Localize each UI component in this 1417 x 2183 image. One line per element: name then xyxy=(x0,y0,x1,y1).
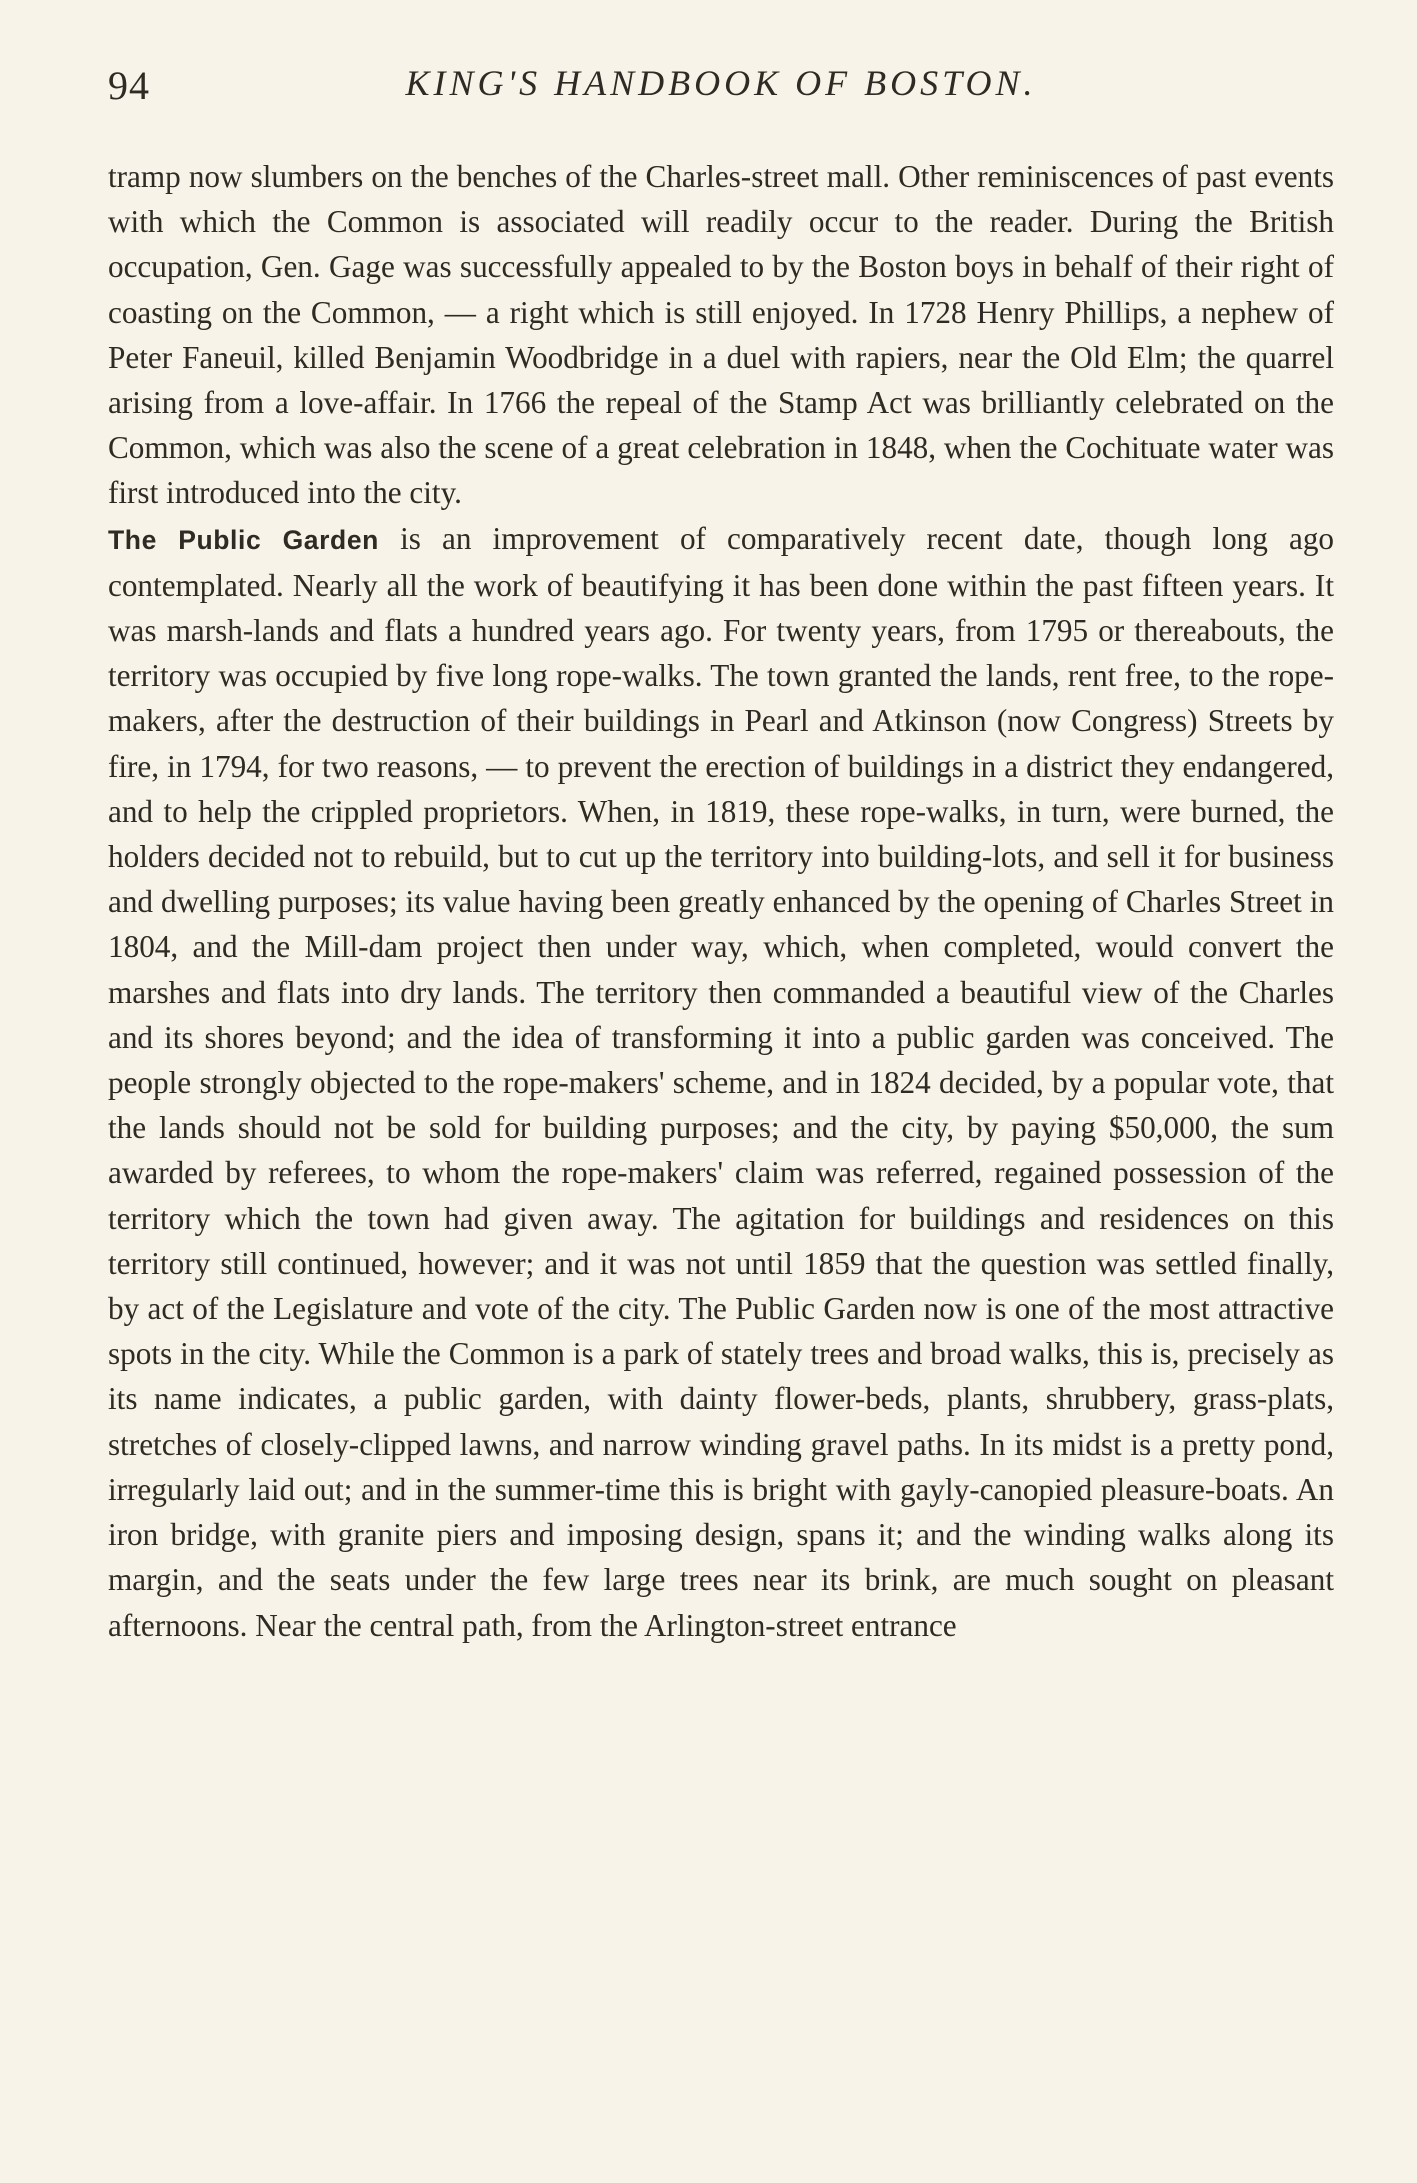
running-title: KING'S HANDBOOK OF BOSTON. xyxy=(405,63,1037,103)
section-lead-public-garden: The Public Garden xyxy=(108,524,379,555)
paragraph-public-garden-text: is an improvement of comparatively recent date, though long ago contemplated. Nearly all the work of beautifying it has been done within the past fifteen years. It was marsh-lands and flats a hundred years ago. For twenty years, from 1795 or thereabouts, the territory was occupied by five long rope-walks. The town granted the lands, rent free, to the rope-makers, after the destruction of their buildings in Pearl and Atkinson (now Congress) Streets by fire, in 1794, for two reasons, — to prevent the erection of buildings in a district they endangered, and to help the crippled proprietors. When, in 1819, these rope-walks, in turn, were burned, the holders decided not to rebuild, but to cut up the territory into building-lots, and sell it for business and dwelling purposes; its value having been greatly enhanced by the opening of Charles Street in 1804, and the Mill-dam project then under way, which, when completed, would convert the marshes and flats into dry lands. The territory then commanded a beautiful view of the Charles and its shores beyond; and the idea of transforming it into a public garden was conceived. The people strongly objected to the rope-makers' scheme, and in 1824 decided, by a popular vote, that the lands should not be sold for building purposes; and the city, by paying $50,000, the sum awarded by referees, to whom the rope-makers' claim was referred, regained possession of the territory which the town had given away. The agitation for buildings and residences on this territory still continued, however; and it was not until 1859 that the question was settled finally, by act of the Legislature and vote of the city. The Public Garden now is one of the most attractive spots in the city. While the Common is a park of stately trees and broad walks, this is, precisely as its name indicates, a public garden, with dainty flower-beds, plants, shrubbery, grass-plats, stretches of closely-clipped lawns, and narrow winding gravel paths. In its midst is a pretty pond, irregularly laid out; and in the summer-time this is bright with gayly-canopied pleasure-boats. An iron bridge, with granite piers and imposing design, spans it; and the winding walks along its margin, and the seats under the few large trees near its brink, are much sought on pleasant afternoons. Near the central path, from the Arlington-street entrance xyxy=(108,520,1335,1643)
running-head xyxy=(108,62,1334,122)
body-text xyxy=(108,154,1334,1648)
paragraph-common-history: tramp now slumbers on the benches of the Charles-street mall. Other reminiscences of past events with which the Common is associated will readily occur to the reader. During the British occupation, Gen. Gage was successfully appealed to by the Boston boys in behalf of their right of coasting on the Common, — a right which is still enjoyed. In 1728 Henry Phillips, a nephew of Peter Faneuil, killed Benjamin Woodbridge in a duel with rapiers, near the Old Elm; the quarrel arising from a love-affair. In 1766 the repeal of the Stamp Act was brilliantly celebrated on the Common, which was also the scene of a great celebration in 1848, when the Cochituate water was first introduced into the city. xyxy=(108,159,1334,511)
page-number: 94 xyxy=(108,63,150,108)
paragraph-public-garden xyxy=(108,516,1334,1648)
